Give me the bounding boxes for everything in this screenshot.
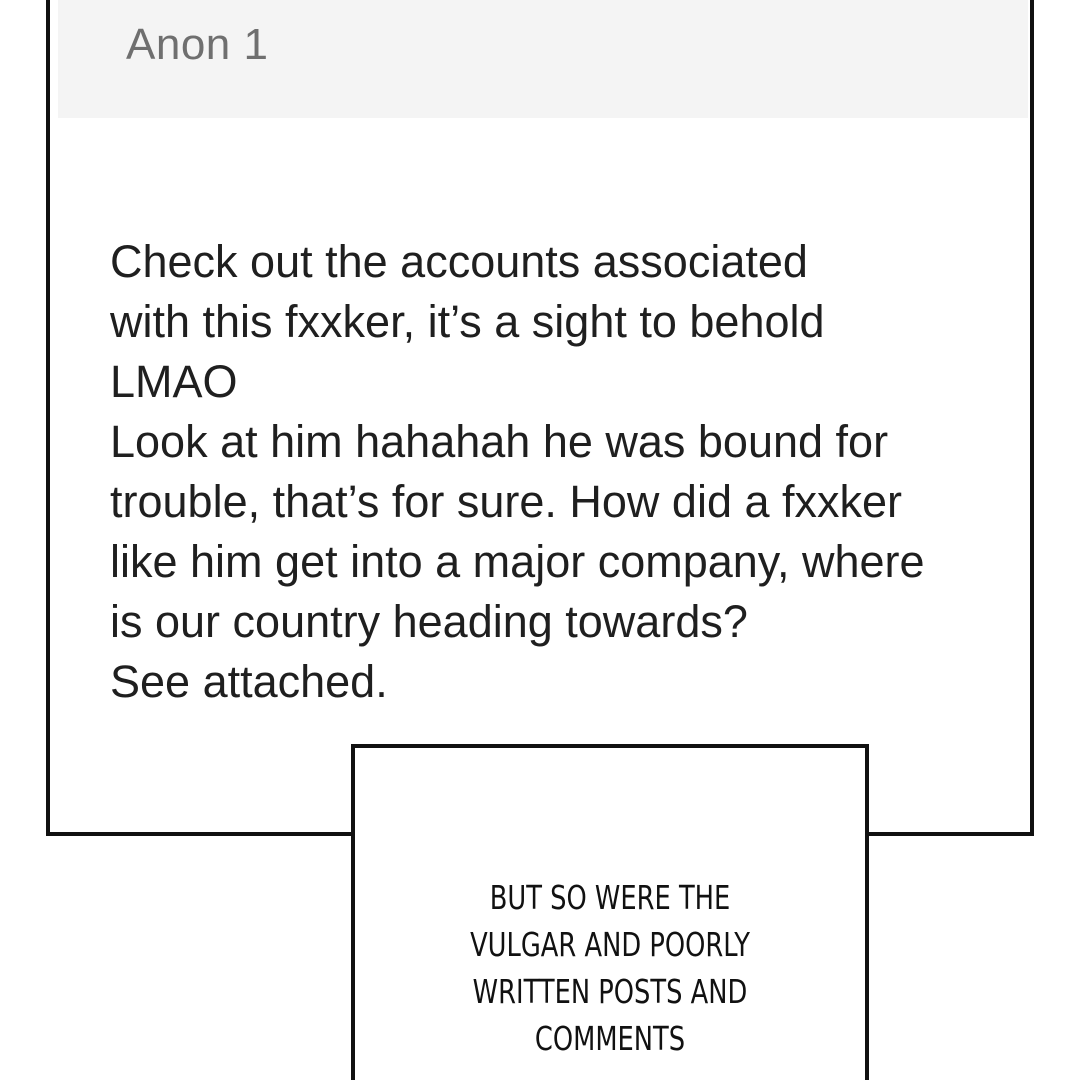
post-body-line: Look at him hahahah he was bound for xyxy=(110,416,889,467)
post-body-line: LMAO xyxy=(110,356,238,407)
caption-line: COMMENTS xyxy=(534,1019,686,1058)
post-body-line: with this fxxker, it’s a sight to behold xyxy=(110,296,825,347)
post-body-line: is our country heading towards? xyxy=(110,596,748,647)
post-panel xyxy=(46,0,1034,836)
post-header xyxy=(58,0,1028,118)
post-body xyxy=(110,232,1010,712)
narration-caption-box xyxy=(351,744,869,1080)
narration-caption-text xyxy=(411,874,809,1062)
caption-line: WRITTEN POSTS AND xyxy=(472,972,748,1011)
post-body-line: Check out the accounts associated xyxy=(110,236,808,287)
post-body-line: See attached. xyxy=(110,656,388,707)
caption-line: BUT SO WERE THE xyxy=(489,878,731,917)
post-body-line: like him get into a major company, where xyxy=(110,536,925,587)
post-author: Anon 1 xyxy=(126,20,269,69)
post-body-line: trouble, that’s for sure. How did a fxxker xyxy=(110,476,903,527)
caption-line: VULGAR AND POORLY xyxy=(470,925,750,964)
